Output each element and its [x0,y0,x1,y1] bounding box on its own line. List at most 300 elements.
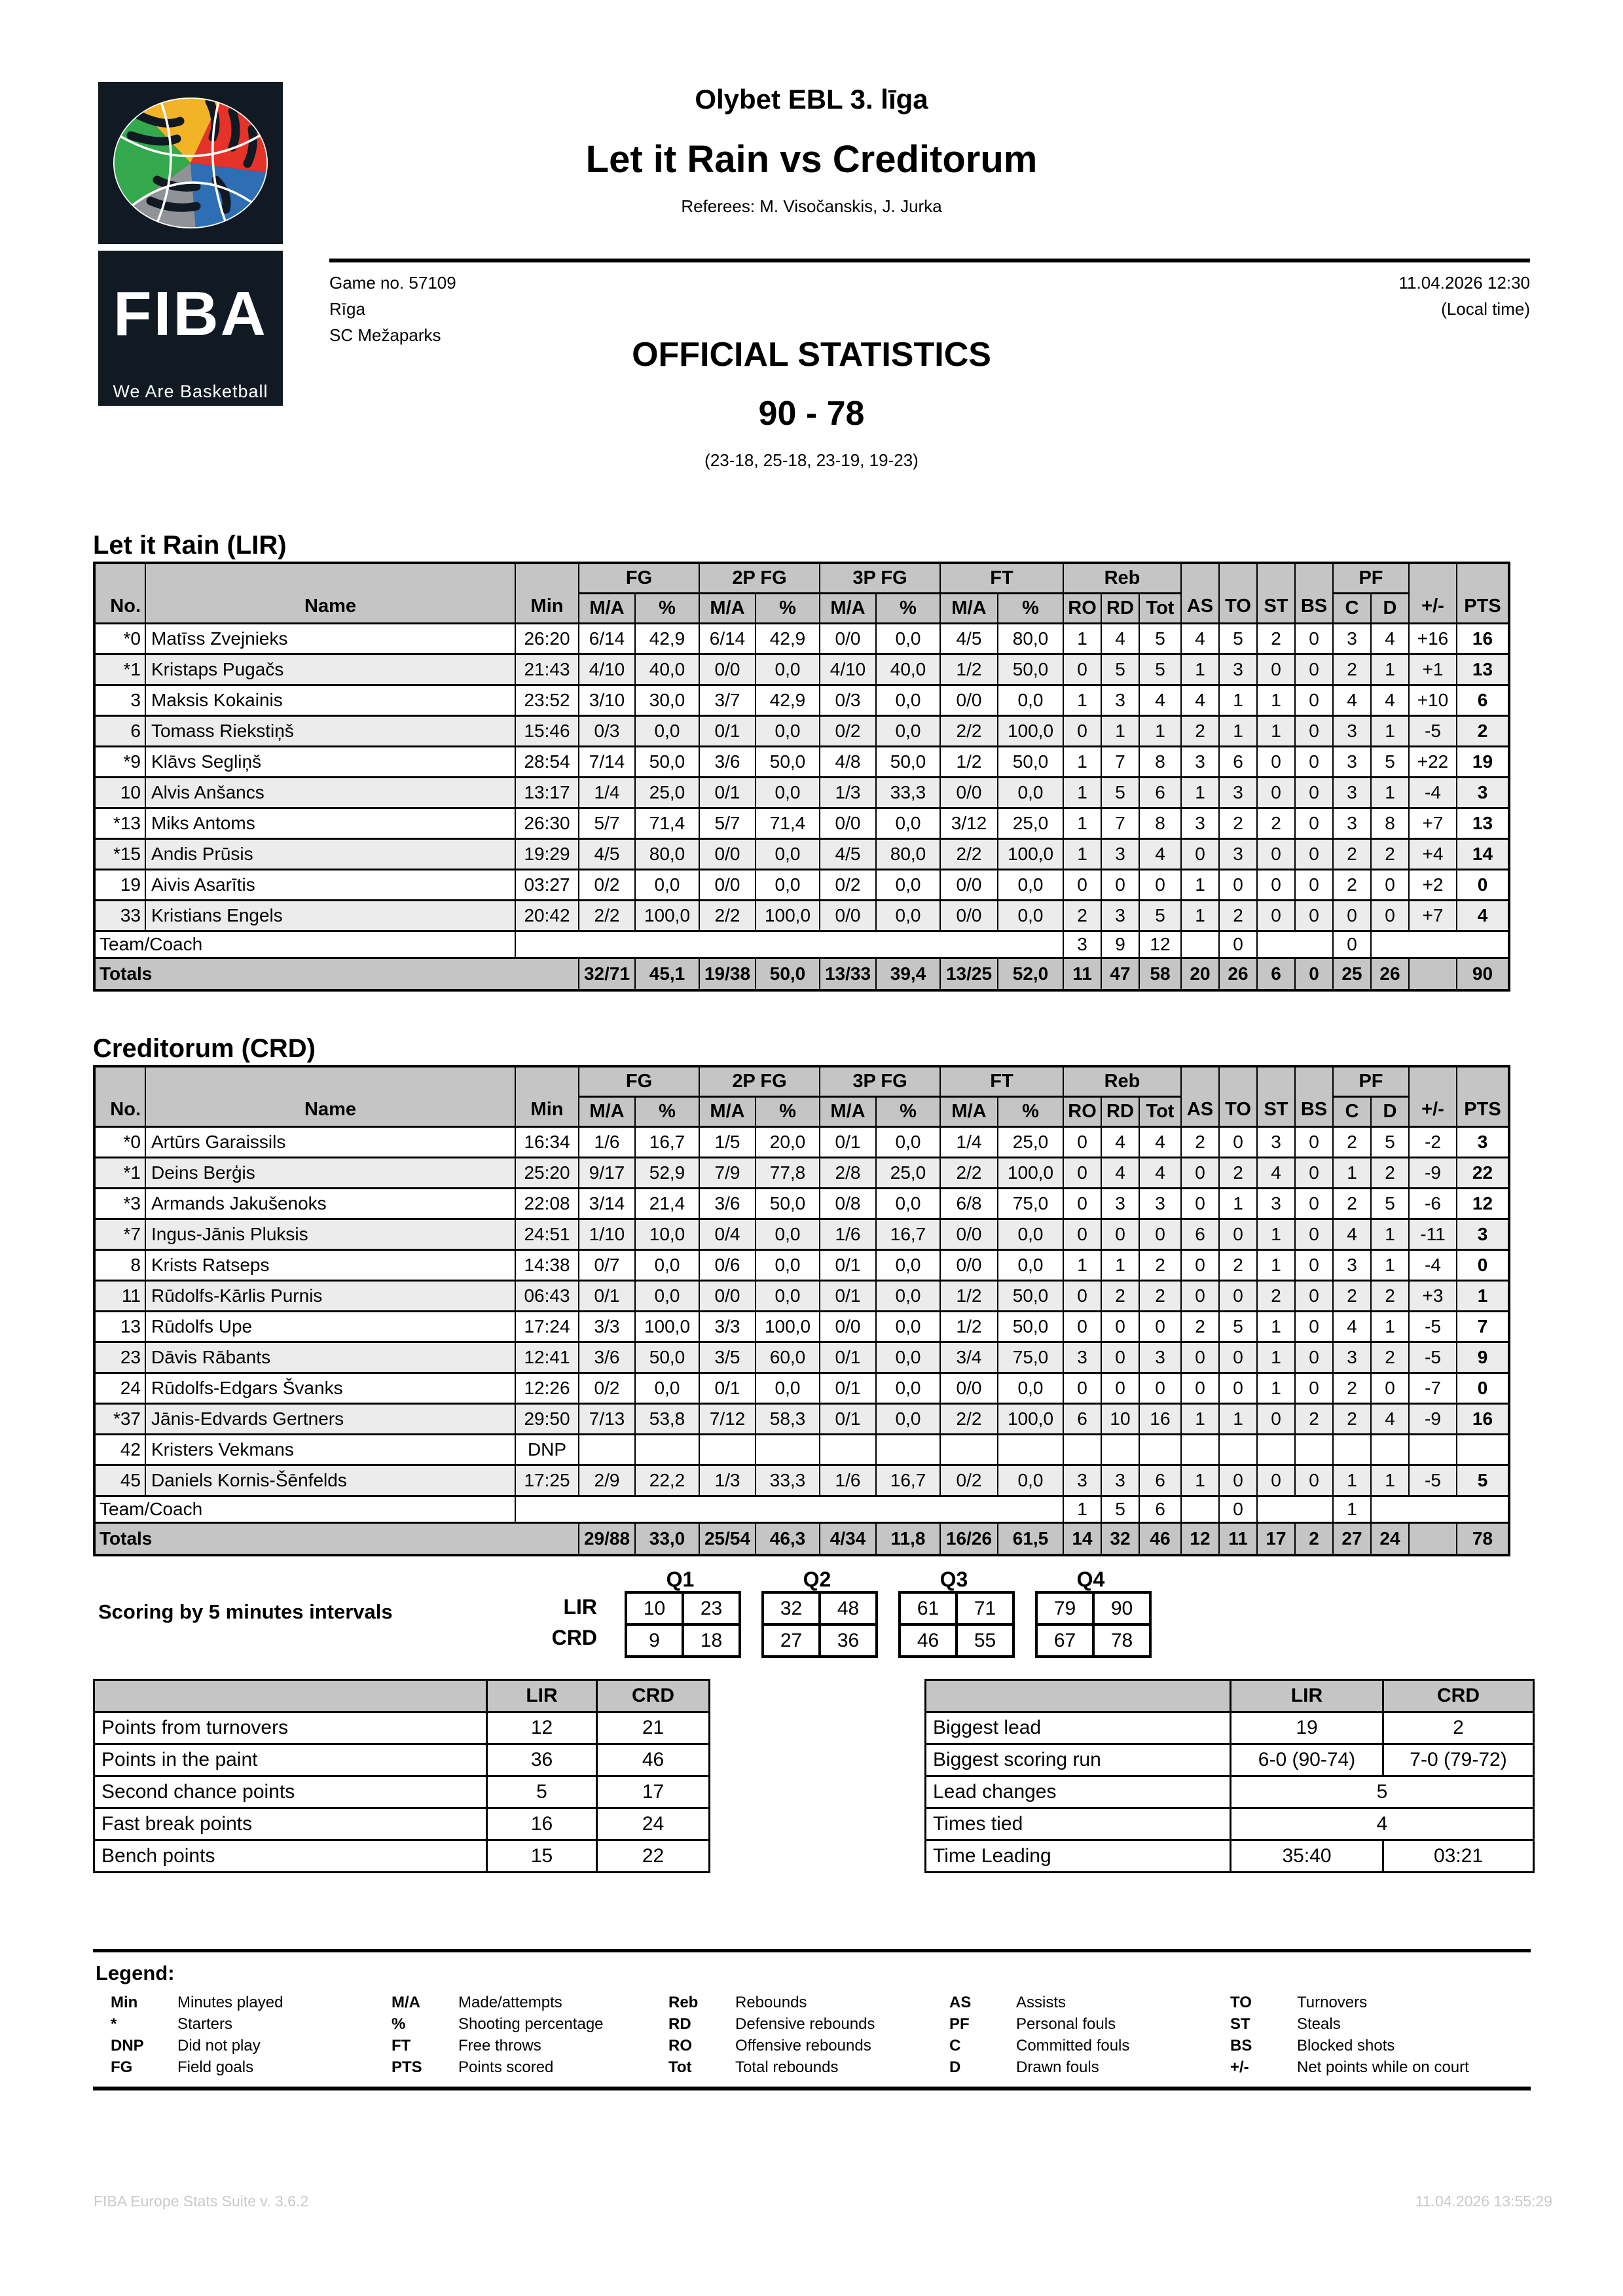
legend-abbr: AS [949,1994,972,2011]
player-number: 19 [94,870,145,901]
stat-cell: 0,0 [876,808,940,839]
stat-cell: 1 [1257,1250,1295,1281]
stat-cell: 1 [1257,716,1295,747]
stat-cell: 2/2 [940,1158,998,1189]
stat-cell: 4/10 [820,655,876,685]
stat-cell: 2 [1139,1250,1181,1281]
stat-cell: 0/2 [579,870,635,901]
stat-cell: 1 [1139,716,1181,747]
legend-desc: Did not play [177,2037,261,2054]
stat-cell: 0 [1063,655,1101,685]
stat-cell: 1 [1457,1281,1509,1312]
stat-cell: 0 [1063,1312,1101,1342]
venue: SC Mežaparks [329,325,441,345]
legend-desc: Committed fouls [1016,2037,1130,2054]
legend-abbr: * [111,2015,117,2033]
stat-label: Points in the paint [94,1744,487,1776]
player-number: 6 [94,716,145,747]
empty-header-cell [926,1680,1231,1712]
totals-cell: 46,3 [756,1523,820,1556]
legend-abbr: PTS [392,2058,422,2076]
team-column-header: CRD [597,1680,710,1712]
legend-desc: Shooting percentage [458,2015,604,2033]
interval-score-cell: 71 [957,1592,1013,1624]
stat-cell: 2 [1181,716,1219,747]
totals-cell: 32/71 [579,958,635,991]
stat-value: 17 [597,1776,710,1808]
stat-cell: 42,9 [756,624,820,655]
stat-cell: 1 [1371,1465,1409,1496]
col-header-min: Min [515,563,579,624]
stat-cell: 0/0 [699,1281,756,1312]
local-time: (Local time) [1441,299,1530,319]
stat-cell: 50,0 [998,1281,1063,1312]
stat-cell: 50,0 [756,1189,820,1219]
stat-cell: 0,0 [756,870,820,901]
legend-desc: Assists [1016,1994,1067,2011]
player-number: 23 [94,1342,145,1373]
player-number: 13 [94,1312,145,1342]
stat-cell: 0 [1063,716,1101,747]
interval-quarter-table [761,1591,878,1658]
stat-cell: 80,0 [876,839,940,870]
legend-desc: Turnovers [1297,1994,1368,2011]
player-number: *13 [94,808,145,839]
stat-cell: 3 [1101,1189,1139,1219]
stat-cell: 4 [1139,685,1181,716]
interval-score-cell: 18 [683,1624,740,1657]
stat-cell: 3 [1219,839,1257,870]
legend-abbr: PF [949,2015,970,2033]
stat-cell: 9 [1457,1342,1509,1373]
stat-cell: 0/1 [820,1281,876,1312]
stat-cell: 4/5 [940,624,998,655]
stat-cell [756,1435,820,1465]
stat-cell: 1 [1101,716,1139,747]
stat-cell: -2 [1409,1127,1457,1158]
stat-cell: 0,0 [876,1127,940,1158]
player-name: Andis Prūsis [145,839,515,870]
stat-cell: 0 [1371,870,1409,901]
stat-cell: -9 [1409,1404,1457,1435]
legend-desc: Offensive rebounds [735,2037,871,2054]
stat-cell: 26:20 [515,624,579,655]
stat-cell [998,1435,1063,1465]
stat-cell: 7 [1101,747,1139,778]
stat-cell: 0/0 [940,1250,998,1281]
stat-cell: 71,4 [635,808,699,839]
header-divider [329,259,1530,262]
totals-cell: 58 [1139,958,1181,991]
totals-cell: 12 [1181,1523,1219,1556]
stat-cell: 14:38 [515,1250,579,1281]
totals-cell: 33,0 [635,1523,699,1556]
player-number: 11 [94,1281,145,1312]
stat-cell: -11 [1409,1219,1457,1250]
totals-cell: 32 [1101,1523,1139,1556]
player-name: Krists Ratseps [145,1250,515,1281]
table-row [94,1840,710,1873]
stat-cell: 2 [1333,655,1371,685]
stat-cell: 0 [1257,870,1295,901]
stat-cell: 20,0 [756,1127,820,1158]
stat-cell: 3 [1219,655,1257,685]
stat-cell: 2 [1333,870,1371,901]
player-number: 45 [94,1465,145,1496]
interval-row [900,1624,1013,1657]
stat-cell: 25,0 [876,1158,940,1189]
player-row [94,1342,1509,1373]
stat-cell: 2 [1295,1404,1333,1435]
totals-cell: 11 [1063,958,1101,991]
stat-cell: 2 [1257,1281,1295,1312]
stat-value: 2 [1383,1712,1534,1744]
stat-cell: 1 [1257,685,1295,716]
stat-cell: 0 [1295,808,1333,839]
stat-cell: 4 [1139,839,1181,870]
totals-cell: 26 [1219,958,1257,991]
team-coach-label: Team/Coach [94,931,515,958]
player-name: Aivis Asarītis [145,870,515,901]
player-name: Deins Berģis [145,1158,515,1189]
stat-cell: 0 [1295,839,1333,870]
stat-cell: 0,0 [876,1189,940,1219]
stat-cell: 0 [1063,1127,1101,1158]
legend-abbr: % [392,2015,406,2033]
stat-cell: 0,0 [876,1281,940,1312]
stat-cell: 0 [1139,1312,1181,1342]
stat-cell: 0 [1139,1373,1181,1404]
col-subheader-2: M/A [699,594,756,624]
stat-cell: -7 [1409,1373,1457,1404]
interval-row [1036,1624,1150,1657]
stat-cell: 2 [1257,624,1295,655]
box-score-crd [93,1065,1533,1556]
legend-desc: Made/attempts [458,1994,562,2011]
stat-cell: 2 [1371,839,1409,870]
stat-cell: 100,0 [635,1312,699,1342]
stat-cell: 0,0 [635,870,699,901]
stat-cell: 3/12 [940,808,998,839]
legend-column [392,1994,604,2076]
col-subheader-8: RO [1063,1097,1101,1127]
stat-cell: 1/3 [699,1465,756,1496]
legend-desc: Defensive rebounds [735,2015,875,2033]
interval-row [626,1624,740,1657]
stat-label: Lead changes [926,1776,1231,1808]
stat-cell: 0,0 [635,1373,699,1404]
stat-cell: 1/2 [940,655,998,685]
stat-cell: 21,4 [635,1189,699,1219]
totals-cell: 29/88 [579,1523,635,1556]
totals-cell: 2 [1295,1523,1333,1556]
stat-label: Fast break points [94,1808,487,1840]
stat-cell: 0 [1295,870,1333,901]
stat-cell: 0,0 [756,778,820,808]
player-name: Kristians Engels [145,901,515,931]
referees: Referees: M. Visočanskis, J. Jurka [681,196,942,216]
totals-cell: 4/34 [820,1523,876,1556]
team-label: LIR [563,1595,597,1619]
stat-cell: 0 [1063,870,1101,901]
stat-cell: 3/6 [699,1189,756,1219]
stat-cell: 0 [1333,931,1371,958]
table-row [926,1712,1534,1744]
legend-abbr: D [949,2058,961,2076]
stat-cell: 0,0 [876,1373,940,1404]
stat-value: 15 [487,1840,597,1873]
stat-cell: 75,0 [998,1189,1063,1219]
stat-cell: +2 [1409,870,1457,901]
stat-cell [1063,1435,1101,1465]
stat-cell: -4 [1409,1250,1457,1281]
stat-cell: 0 [1219,1465,1257,1496]
stat-cell: 50,0 [756,747,820,778]
stat-cell: 0 [1181,1189,1219,1219]
stat-cell: 0,0 [998,1373,1063,1404]
legend-desc: Total rebounds [735,2058,839,2076]
interval-score-cell: 10 [626,1592,683,1624]
player-row [94,716,1509,747]
stat-cell: 0,0 [756,716,820,747]
stat-cell: 8 [1139,808,1181,839]
stat-cell: 1/6 [820,1219,876,1250]
player-name: Matīss Zvejnieks [145,624,515,655]
stat-cell: 3 [1101,685,1139,716]
stat-cell: 4 [1257,1158,1295,1189]
col-header-min: Min [515,1066,579,1127]
stat-cell: 0 [1295,1127,1333,1158]
stat-value: 35:40 [1231,1840,1383,1873]
player-row [94,624,1509,655]
col-header-to: TO [1219,563,1257,624]
stat-cell: 3/7 [699,685,756,716]
box-score-lir [93,562,1533,992]
stat-cell: 50,0 [998,747,1063,778]
stat-cell: 0/0 [820,1312,876,1342]
stat-cell: 12 [1139,931,1181,958]
player-number: *1 [94,1158,145,1189]
stat-value: 03:21 [1383,1840,1534,1873]
scoring-intervals [93,1568,1533,1666]
stat-cell: 2 [1333,1127,1371,1158]
group-header-3pfg: 3P FG [820,1066,940,1097]
totals-label: Totals [94,1523,579,1556]
legend-column [949,1994,1129,2076]
stat-cell: 16:34 [515,1127,579,1158]
player-name: Kristers Vekmans [145,1435,515,1465]
group-header-fg: FG [579,563,699,594]
col-header-no: No. [94,563,145,624]
game-datetime: 11.04.2026 12:30 [1398,273,1530,293]
stat-cell: 3/6 [579,1342,635,1373]
stat-cell: 3 [1457,778,1509,808]
doc-title: OFFICIAL STATISTICS [632,336,991,374]
stat-cell: 0/2 [579,1373,635,1404]
stat-cell: 3 [1101,1465,1139,1496]
stat-cell: +7 [1409,808,1457,839]
stat-cell: 4 [1139,1158,1181,1189]
stat-cell: 28:54 [515,747,579,778]
box-score-table [93,562,1510,992]
stat-cell: 5 [1219,1312,1257,1342]
col-subheader-1: % [635,1097,699,1127]
player-row [94,1127,1509,1158]
player-number: 8 [94,1250,145,1281]
stat-cell: 2 [1219,1158,1257,1189]
stat-cell: 3 [1219,778,1257,808]
stat-cell: +10 [1409,685,1457,716]
legend-desc: Free throws [458,2037,541,2054]
stat-cell: 100,0 [998,1158,1063,1189]
fiba-wordmark: FIBA [113,279,268,349]
stat-cell: 2/2 [579,901,635,931]
stat-cell: 1 [1371,1219,1409,1250]
player-name: Klāvs Segliņš [145,747,515,778]
stat-cell: 0/0 [699,870,756,901]
col-subheader-10: Tot [1139,1097,1181,1127]
stat-cell: 6 [1139,1496,1181,1523]
stat-cell: 1 [1063,685,1101,716]
stat-cell: 0 [1295,1158,1333,1189]
stat-cell: 50,0 [998,655,1063,685]
game-flow-table [924,1679,1535,1873]
stat-cell: 3 [1333,1250,1371,1281]
stat-cell: -5 [1409,716,1457,747]
stat-cell: 0 [1063,1189,1101,1219]
col-subheader-12: D [1371,1097,1409,1127]
stat-cell: 100,0 [998,1404,1063,1435]
stat-cell: 22 [1457,1158,1509,1189]
player-row [94,1373,1509,1404]
stat-cell: 19 [1457,747,1509,778]
player-number: *3 [94,1189,145,1219]
group-header-2pfg: 2P FG [699,563,820,594]
stat-cell: 1 [1257,1373,1295,1404]
col-subheader-1: % [635,594,699,624]
col-header-bs: BS [1295,563,1333,624]
stat-cell: 3/10 [579,685,635,716]
stat-cell: 40,0 [876,655,940,685]
player-row [94,655,1509,685]
stat-cell: 0 [1295,747,1333,778]
stat-cell: -6 [1409,1189,1457,1219]
totals-cell: 27 [1333,1523,1371,1556]
stat-cell: 0 [1295,1219,1333,1250]
col-subheader-5: % [876,594,940,624]
player-number: 10 [94,778,145,808]
team-coach-row [94,931,1509,958]
stat-cell: 33,3 [756,1465,820,1496]
legend-column [668,1994,875,2076]
team-title-lir: Let it Rain (LIR) [93,531,287,560]
stat-cell [699,1435,756,1465]
stat-cell: 0/2 [820,716,876,747]
stat-cell: 3 [1063,1342,1101,1373]
stat-cell: -5 [1409,1312,1457,1342]
stat-value-span: 4 [1231,1808,1534,1840]
stat-cell: +1 [1409,655,1457,685]
stat-cell: 0/3 [820,685,876,716]
stat-cell: 0 [1295,655,1333,685]
stat-cell: 0 [1457,1373,1509,1404]
stat-cell: 14 [1457,839,1509,870]
stat-cell: 5 [1219,624,1257,655]
stat-cell: 3 [1333,1342,1371,1373]
stat-cell: 0/1 [579,1281,635,1312]
stat-cell: 4 [1139,1127,1181,1158]
group-header-2pfg: 2P FG [699,1066,820,1097]
stat-cell: 3 [1063,1465,1101,1496]
stat-cell: 0,0 [756,655,820,685]
city: Rīga [329,299,365,319]
stat-cell [1139,1435,1181,1465]
stat-cell: 0 [1257,778,1295,808]
stat-cell: 9 [1101,931,1139,958]
stat-cell: 100,0 [756,1312,820,1342]
interval-quarter-table [625,1591,741,1658]
col-subheader-6: M/A [940,1097,998,1127]
stat-cell: 7/13 [579,1404,635,1435]
stat-cell: 80,0 [635,839,699,870]
stat-cell: 4 [1457,901,1509,931]
stat-value: 12 [487,1712,597,1744]
league-name: Olybet EBL 3. līga [695,84,928,115]
quarter-label: Q3 [939,1568,968,1591]
stat-cell: 3/3 [579,1312,635,1342]
player-row [94,1312,1509,1342]
stat-cell: 0 [1295,1250,1333,1281]
stat-cell: 0 [1101,1373,1139,1404]
stat-cell: 0 [1295,901,1333,931]
interval-score-cell: 90 [1093,1592,1150,1624]
stat-cell [1181,1496,1219,1523]
stat-value: 6-0 (90-74) [1231,1744,1383,1776]
table-header-row [94,1680,710,1712]
stat-cell: 0 [1257,901,1295,931]
stat-value-span: 5 [1231,1776,1534,1808]
table-row [94,1808,710,1840]
stat-cell: 2/2 [699,901,756,931]
player-row [94,1404,1509,1435]
player-name: Ingus-Jānis Pluksis [145,1219,515,1250]
stat-cell: 0 [1333,901,1371,931]
col-header-pts: PTS [1457,563,1509,624]
stat-cell: 1 [1333,1158,1371,1189]
final-score: 90 - 78 [758,395,865,433]
table-header-row [926,1680,1534,1712]
stat-cell: 1/5 [699,1127,756,1158]
stat-cell: 16,7 [635,1127,699,1158]
stat-cell: 22,2 [635,1465,699,1496]
stat-cell: 1/6 [579,1127,635,1158]
stat-cell: 1 [1063,808,1101,839]
col-header-plusminus: +/- [1409,563,1457,624]
stat-cell [940,1435,998,1465]
stat-cell: 4 [1181,685,1219,716]
legend-abbr: FG [111,2058,133,2076]
stat-cell: 3 [1333,808,1371,839]
player-name: Armands Jakušenoks [145,1189,515,1219]
totals-cell: 0 [1295,958,1333,991]
stat-cell: 2 [1371,1281,1409,1312]
totals-cell: 90 [1457,958,1509,991]
stat-cell: 0/0 [699,655,756,685]
stat-cell: 0 [1063,1373,1101,1404]
stat-cell: 0 [1181,1158,1219,1189]
col-header-as: AS [1181,563,1219,624]
stat-cell: 0,0 [876,1312,940,1342]
